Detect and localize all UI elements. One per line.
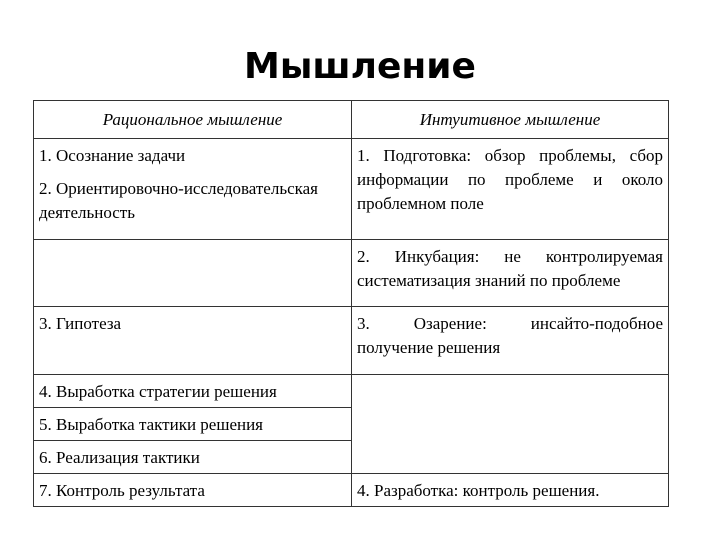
rational-item-3: 3. Гипотеза — [34, 307, 352, 375]
table-row — [34, 240, 669, 307]
rational-item-4: 4. Выработка стратегии решения — [34, 375, 352, 408]
intuitive-item-3: 3. Озарение: инсайто-подобное получение решения — [352, 307, 669, 375]
header-rational-thinking: Рациональное мышление — [34, 101, 352, 139]
intuitive-item-2: 2. Инкубация: не контролируемая систематизация знаний по проблеме — [352, 240, 669, 307]
intuitive-item-4: 4. Разработка: контроль решения. — [352, 474, 669, 507]
table-row — [34, 375, 669, 408]
intuitive-item-1: 1. Подготовка: обзор проблемы, сбор информации по проблеме и около проблемном поле — [352, 139, 669, 240]
empty-cell — [352, 375, 669, 474]
rational-item-1: 1. Осознание задачи — [39, 146, 186, 165]
rational-item-2: 2. Ориентировочно-исследовательская деятельность — [39, 179, 318, 222]
table-row — [34, 139, 669, 240]
header-intuitive-thinking: Интуитивное мышление — [352, 101, 669, 139]
empty-cell — [34, 240, 352, 307]
table-row — [34, 474, 669, 507]
rational-cell-1-2 — [34, 139, 352, 240]
rational-item-7: 7. Контроль результата — [34, 474, 352, 507]
table-header-row — [34, 101, 669, 139]
thinking-comparison-table — [33, 100, 669, 507]
table-row — [34, 307, 669, 375]
page-title: Мышление — [244, 46, 476, 87]
rational-item-6: 6. Реализация тактики — [34, 441, 352, 474]
rational-item-5: 5. Выработка тактики решения — [34, 408, 352, 441]
